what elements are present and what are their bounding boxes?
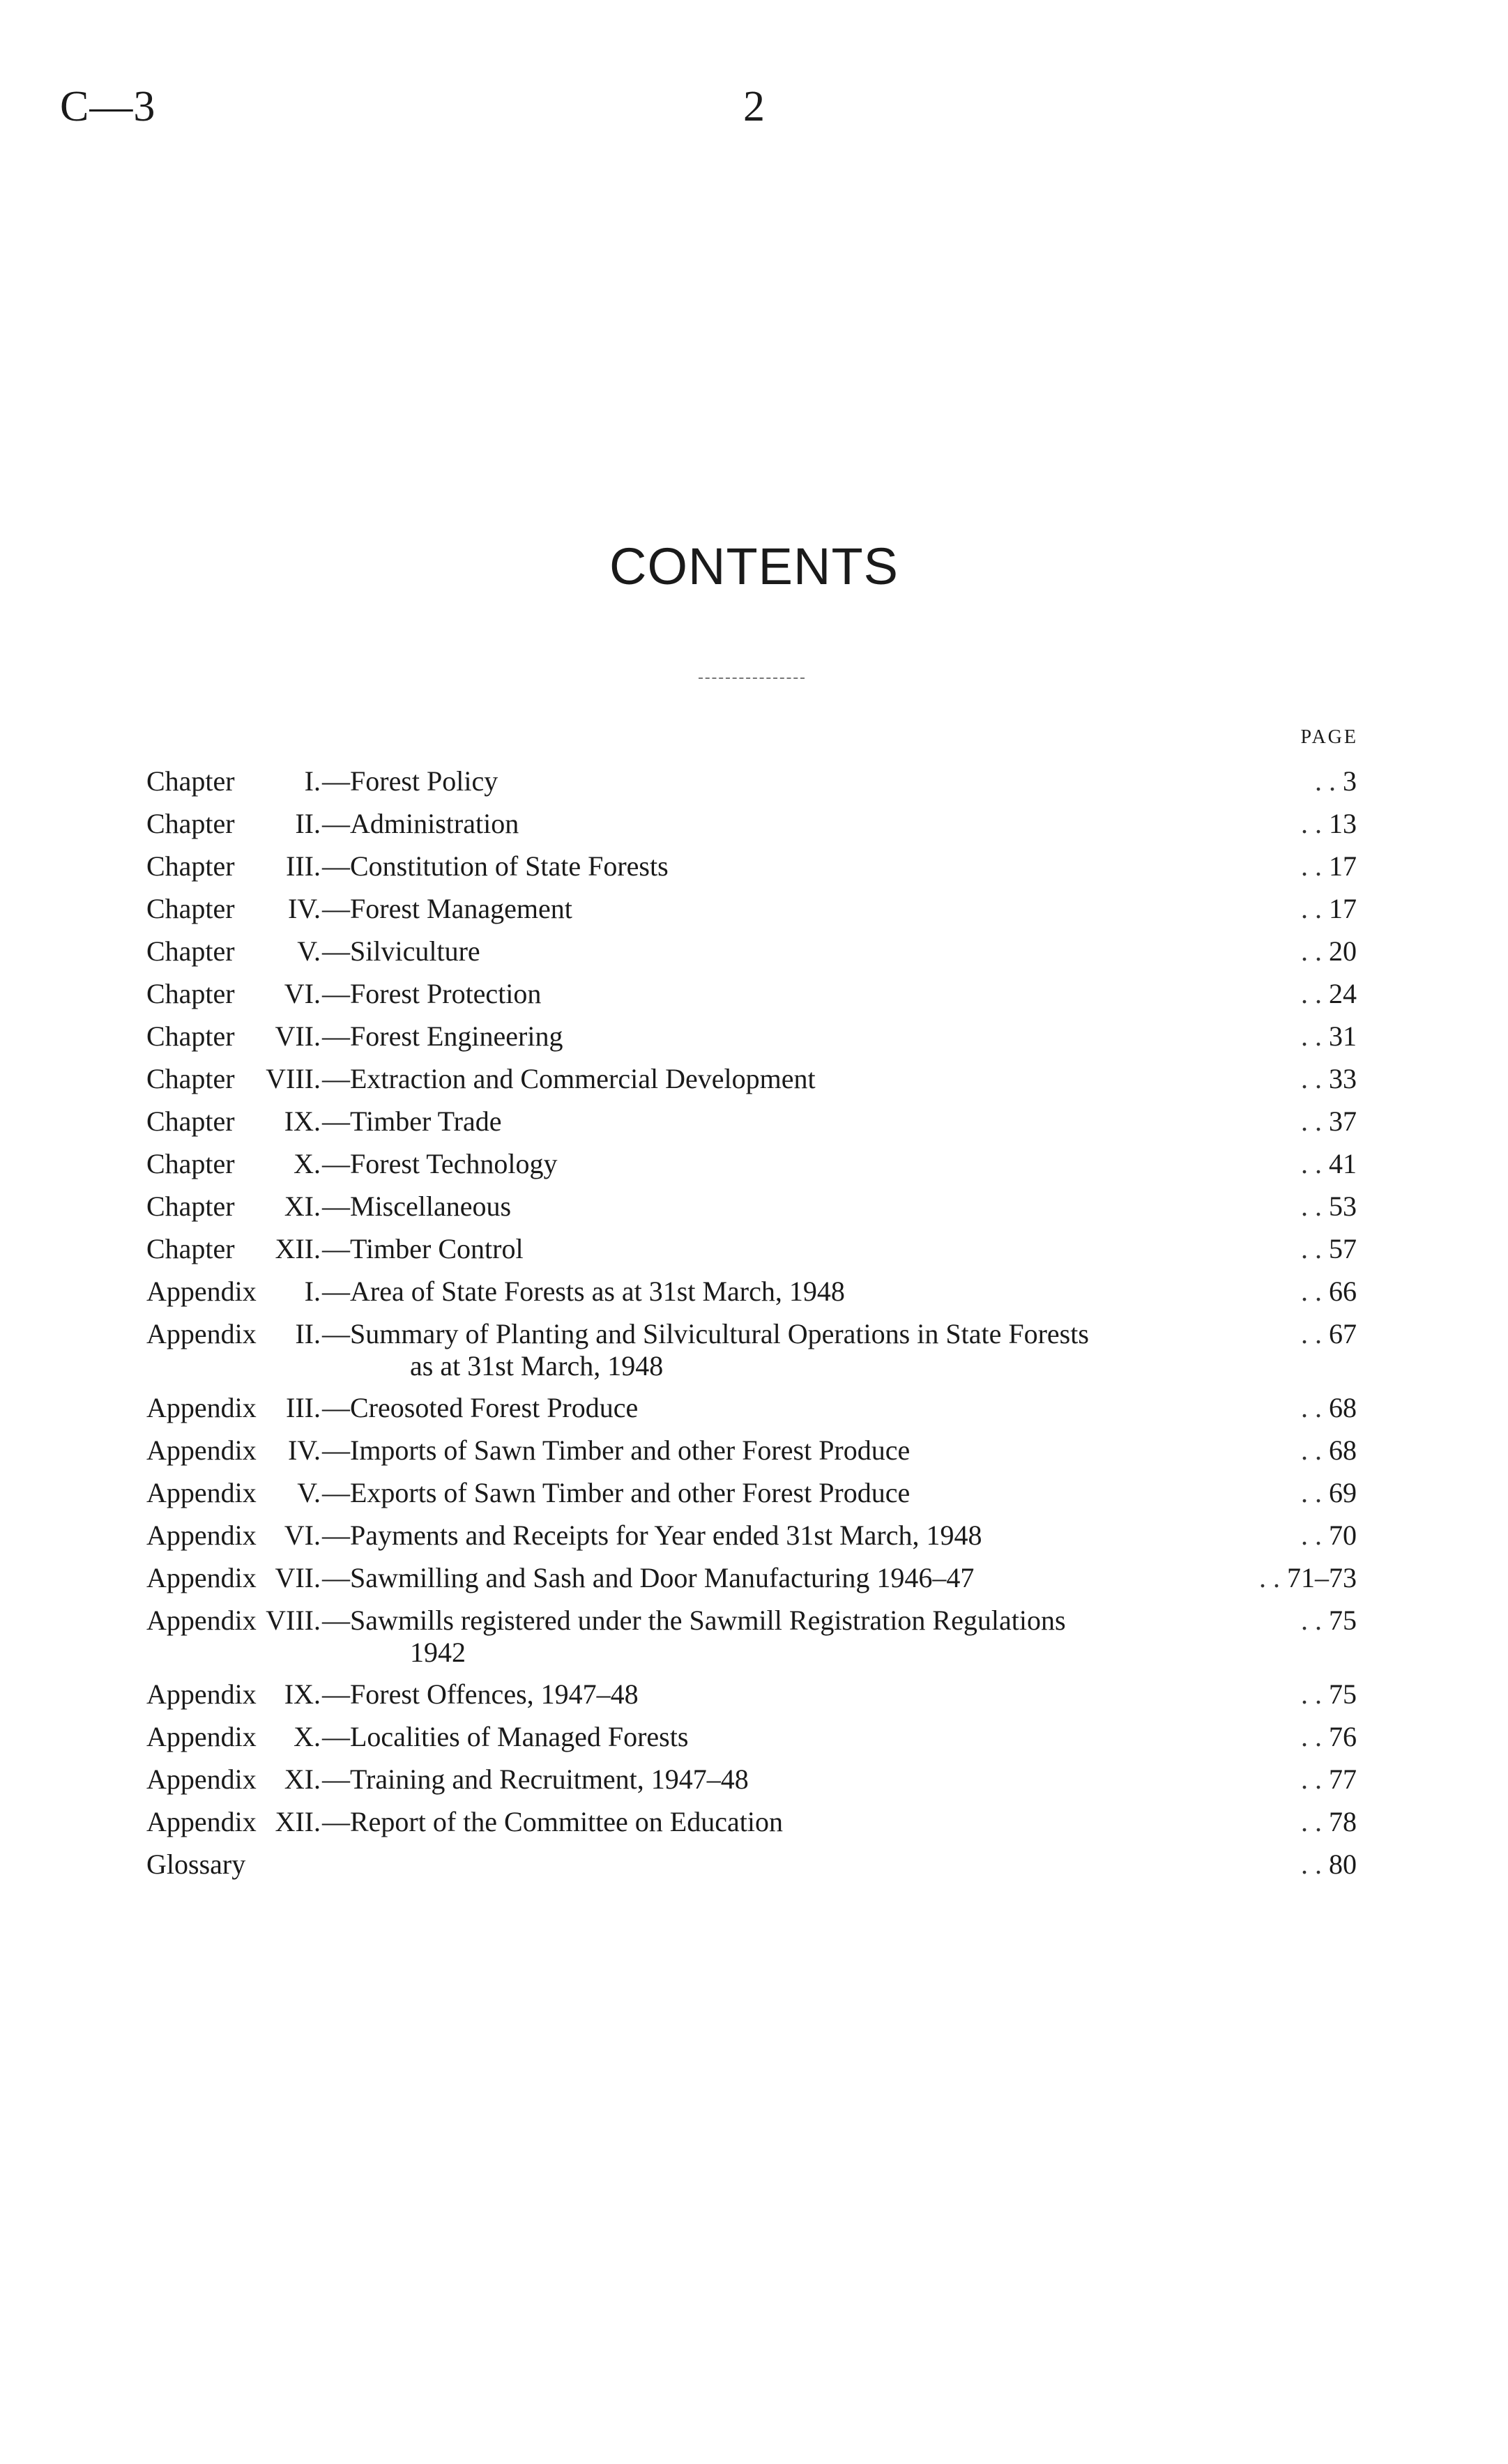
toc-entry — [0, 760, 1508, 802]
entry-label: Appendix — [146, 1520, 257, 1551]
leader-dots: . . — [1301, 1392, 1329, 1423]
entry-number: X. — [294, 1148, 321, 1179]
entry-page: . . 66 — [1301, 1276, 1357, 1307]
entry-label: Appendix — [146, 1392, 257, 1423]
entry-title: —Exports of Sawn Timber and other Forest Produce — [322, 1477, 911, 1508]
toc-entry — [0, 972, 1508, 1015]
entry-number: IX. — [284, 1678, 321, 1710]
entry-number: X. — [294, 1721, 321, 1752]
entry-title: —Forest Engineering — [322, 1020, 563, 1052]
entry-number: I. — [304, 765, 321, 797]
leader-dots: . . — [1301, 808, 1329, 839]
entry-number: IV. — [287, 1434, 321, 1466]
entry-title: —Sawmills registered under the Sawmill Registration Regulations — [322, 1605, 1066, 1636]
leader-dots: . . — [1301, 1849, 1329, 1880]
entry-title: —Forest Protection — [322, 978, 542, 1009]
entry-title: —Forest Management — [322, 893, 572, 924]
entry-label: Chapter — [146, 850, 235, 882]
entry-number: IV. — [287, 893, 321, 924]
leader-dots: . . — [1301, 1191, 1329, 1222]
toc-entry — [0, 887, 1508, 930]
entry-title-continued: 1942 — [410, 1637, 466, 1668]
toc-entry — [0, 1100, 1508, 1142]
toc-entry — [0, 1227, 1508, 1270]
entry-number: III. — [286, 850, 321, 882]
toc-entry — [0, 1599, 1508, 1673]
entry-number: XI. — [284, 1763, 321, 1795]
page-reference: C—3 — [60, 83, 156, 130]
entry-page: . . 67 — [1301, 1318, 1357, 1349]
entry-number: V. — [297, 935, 321, 967]
title-rule — [699, 678, 805, 679]
leader-dots: . . — [1301, 1520, 1329, 1551]
entry-number: IX. — [284, 1105, 321, 1137]
entry-page: . . 33 — [1301, 1063, 1357, 1094]
entry-page: . . 77 — [1301, 1763, 1357, 1795]
entry-title: —Forest Technology — [322, 1148, 558, 1179]
toc-entry — [0, 1057, 1508, 1100]
leader-dots: . . — [1301, 1233, 1329, 1264]
entry-label: Chapter — [146, 765, 235, 797]
entry-page: . . 68 — [1301, 1434, 1357, 1466]
entry-number: V. — [297, 1477, 321, 1508]
leader-dots: . . — [1301, 1318, 1329, 1349]
entry-number: VIII. — [266, 1605, 321, 1636]
entry-label: Appendix — [146, 1318, 257, 1349]
entry-number: VIII. — [266, 1063, 321, 1094]
entry-page: . . 75 — [1301, 1678, 1357, 1710]
toc-entry — [0, 1843, 1508, 1885]
entry-number: VII. — [275, 1562, 321, 1593]
entry-label: Appendix — [146, 1477, 257, 1508]
entry-number: II. — [295, 1318, 321, 1349]
entry-title: —Report of the Committee on Education — [322, 1806, 783, 1837]
leader-dots: . . — [1259, 1562, 1287, 1593]
entry-page: . . 24 — [1301, 978, 1357, 1009]
leader-dots: . . — [1301, 1020, 1329, 1052]
contents-list — [0, 760, 1508, 1885]
toc-entry — [0, 1185, 1508, 1227]
entry-page: . . 17 — [1301, 893, 1357, 924]
entry-page: . . 57 — [1301, 1233, 1357, 1264]
page-title: CONTENTS — [609, 537, 899, 595]
entry-label: Appendix — [146, 1276, 257, 1307]
leader-dots: . . — [1301, 893, 1329, 924]
entry-title: —Silviculture — [322, 935, 480, 967]
entry-page: . . 69 — [1301, 1477, 1357, 1508]
leader-dots: . . — [1301, 1477, 1329, 1508]
entry-title: —Payments and Receipts for Year ended 31st March, 1948 — [322, 1520, 982, 1551]
toc-entry — [0, 1758, 1508, 1800]
entry-title: —Imports of Sawn Timber and other Forest Produce — [322, 1434, 911, 1466]
entry-label: Chapter — [146, 808, 235, 839]
leader-dots: . . — [1301, 1105, 1329, 1137]
toc-entry — [0, 1386, 1508, 1429]
toc-entry — [0, 1429, 1508, 1471]
leader-dots: . . — [1301, 1678, 1329, 1710]
entry-title: —Extraction and Commercial Development — [322, 1063, 816, 1094]
entry-page: . . 31 — [1301, 1020, 1357, 1052]
entry-number: VII. — [275, 1020, 321, 1052]
leader-dots: . . — [1315, 765, 1343, 797]
leader-dots: . . — [1301, 850, 1329, 882]
entry-page: . . 75 — [1301, 1605, 1357, 1636]
toc-entry — [0, 1514, 1508, 1556]
toc-entry — [0, 1556, 1508, 1599]
entry-title: —Summary of Planting and Silvicultural Operations in State Forests — [322, 1318, 1089, 1349]
toc-entry — [0, 1313, 1508, 1386]
entry-label: Chapter — [146, 1020, 235, 1052]
leader-dots: . . — [1301, 1721, 1329, 1752]
entry-number: VI. — [284, 978, 321, 1009]
leader-dots: . . — [1301, 1148, 1329, 1179]
entry-title: —Forest Offences, 1947–48 — [322, 1678, 639, 1710]
leader-dots: . . — [1301, 935, 1329, 967]
entry-page: . . 20 — [1301, 935, 1357, 967]
entry-page: . . 53 — [1301, 1191, 1357, 1222]
toc-entry — [0, 802, 1508, 845]
entry-title-continued: as at 31st March, 1948 — [410, 1350, 664, 1382]
entry-page: . . 41 — [1301, 1148, 1357, 1179]
page-column-header: PAGE — [1300, 726, 1358, 748]
entry-page: . . 71–73 — [1259, 1562, 1357, 1593]
leader-dots: . . — [1301, 1806, 1329, 1837]
entry-label: Chapter — [146, 1233, 235, 1264]
entry-page: . . 76 — [1301, 1721, 1357, 1752]
entry-label: Appendix — [146, 1806, 257, 1837]
entry-title: —Area of State Forests as at 31st March, 1948 — [322, 1276, 845, 1307]
entry-number: XII. — [275, 1806, 321, 1837]
toc-entry — [0, 1673, 1508, 1715]
toc-entry — [0, 1015, 1508, 1057]
entry-number: XI. — [284, 1191, 321, 1222]
entry-title: —Timber Trade — [322, 1105, 502, 1137]
leader-dots: . . — [1301, 1434, 1329, 1466]
entry-number: VI. — [284, 1520, 321, 1551]
entry-label: Chapter — [146, 1105, 235, 1137]
toc-entry — [0, 845, 1508, 887]
entry-number: III. — [286, 1392, 321, 1423]
toc-entry — [0, 930, 1508, 972]
entry-title: —Localities of Managed Forests — [322, 1721, 689, 1752]
entry-label: Appendix — [146, 1721, 257, 1752]
entry-label: Appendix — [146, 1678, 257, 1710]
page-number: 2 — [743, 83, 765, 130]
entry-number: I. — [304, 1276, 321, 1307]
toc-entry — [0, 1471, 1508, 1514]
entry-label: Glossary — [146, 1849, 246, 1880]
entry-page: . . 78 — [1301, 1806, 1357, 1837]
entry-page: . . 70 — [1301, 1520, 1357, 1551]
leader-dots: . . — [1301, 1605, 1329, 1636]
entry-label: Appendix — [146, 1605, 257, 1636]
toc-entry — [0, 1142, 1508, 1185]
entry-title: —Creosoted Forest Produce — [322, 1392, 639, 1423]
entry-title: —Miscellaneous — [322, 1191, 512, 1222]
entry-number: XII. — [275, 1233, 321, 1264]
entry-title: —Administration — [322, 808, 519, 839]
entry-page: . . 13 — [1301, 808, 1357, 839]
entry-label: Chapter — [146, 1191, 235, 1222]
entry-label: Chapter — [146, 893, 235, 924]
toc-entry — [0, 1270, 1508, 1313]
entry-page: . . 37 — [1301, 1105, 1357, 1137]
entry-label: Appendix — [146, 1562, 257, 1593]
leader-dots: . . — [1301, 1763, 1329, 1795]
entry-title: —Constitution of State Forests — [322, 850, 669, 882]
entry-number: II. — [295, 808, 321, 839]
entry-title: —Sawmilling and Sash and Door Manufacturing 1946–47 — [322, 1562, 975, 1593]
toc-entry — [0, 1800, 1508, 1843]
entry-title: —Forest Policy — [322, 765, 498, 797]
leader-dots: . . — [1301, 1063, 1329, 1094]
entry-label: Chapter — [146, 978, 235, 1009]
entry-label: Appendix — [146, 1434, 257, 1466]
entry-page: . . 68 — [1301, 1392, 1357, 1423]
leader-dots: . . — [1301, 1276, 1329, 1307]
entry-label: Appendix — [146, 1763, 257, 1795]
toc-entry — [0, 1715, 1508, 1758]
entry-label: Chapter — [146, 1063, 235, 1094]
entry-page: . . 17 — [1301, 850, 1357, 882]
entry-title: —Timber Control — [322, 1233, 524, 1264]
leader-dots: . . — [1301, 978, 1329, 1009]
entry-label: Chapter — [146, 935, 235, 967]
entry-label: Chapter — [146, 1148, 235, 1179]
entry-page: . . 80 — [1301, 1849, 1357, 1880]
entry-title: —Training and Recruitment, 1947–48 — [322, 1763, 749, 1795]
entry-page: . . 3 — [1315, 765, 1357, 797]
